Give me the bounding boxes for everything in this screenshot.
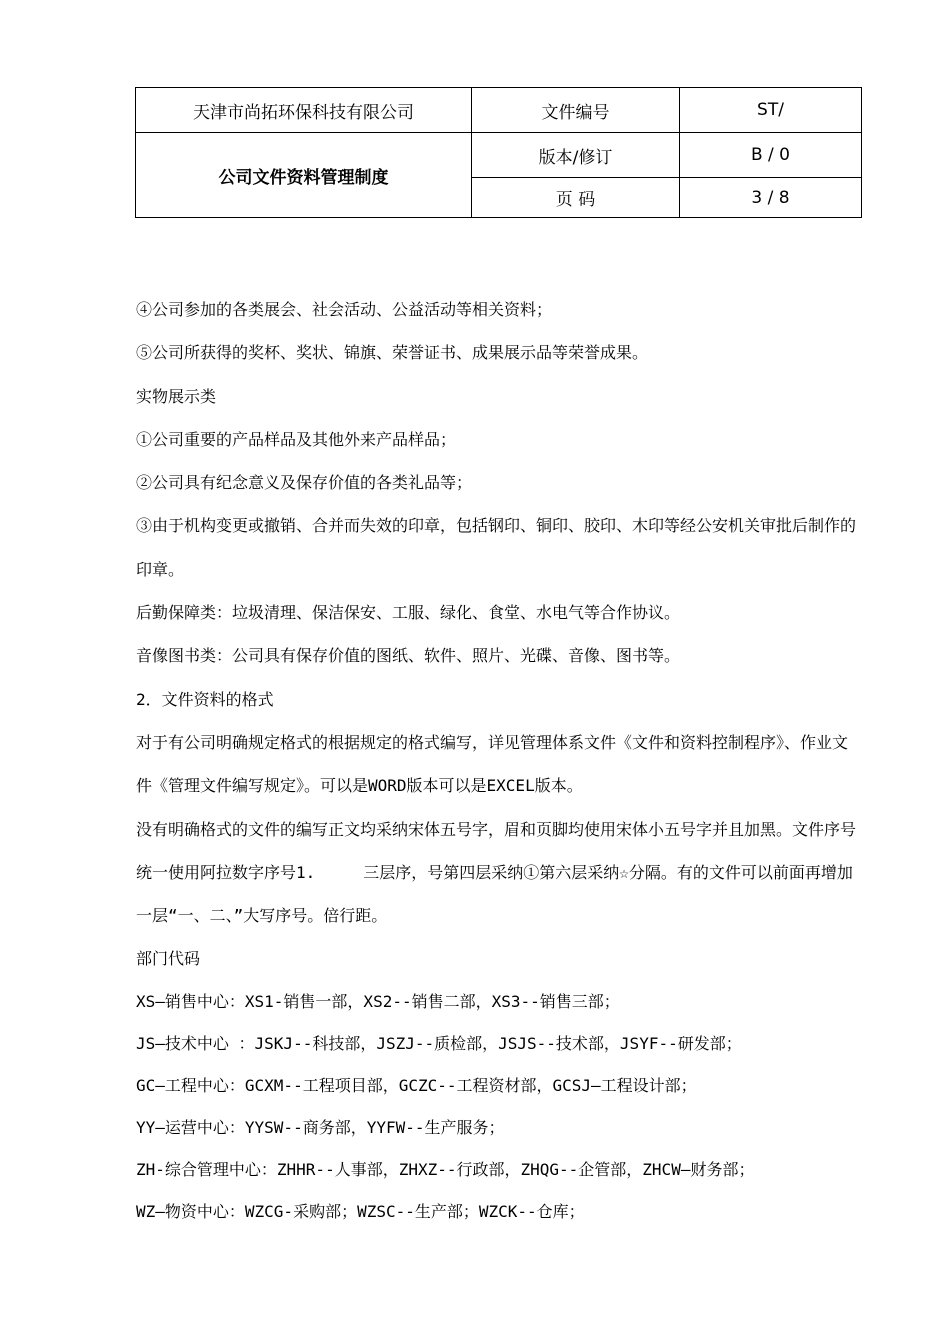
paragraph: 音像图书类：公司具有保存价值的图纸、软件、照片、光碟、音像、图书等。 xyxy=(136,646,681,666)
paragraph: 没有明确格式的文件的编写正文均采纳宋体五号字，眉和页脚均使用宋体小五号字并且加黑。文件序号统一使用阿拉数字序号1. 三层序，号第四层采纳①第六层采纳☆分隔。有的文件可以前面再增加一层“一、二、”大写序号。倍行距。 xyxy=(136,819,857,926)
paragraph: 对于有公司明确规定格式的根据规定的格式编写，详见管理体系文件《文件和资料控制程序》、作业文件《管理文件编写规定》。可以是WORD版本可以是EXCEL版本。 xyxy=(136,732,849,796)
document-body xyxy=(136,288,860,1233)
paragraph: ③由于机构变更或撤销、合并而失效的印章，包括钢印、铜印、胶印、木印等经公安机关审批后制作的印章。 xyxy=(136,516,857,579)
paragraph: 后勤保障类：垃圾清理、保洁保安、工服、绿化、食堂、水电气等合作协议。 xyxy=(136,603,681,623)
department-code-line: JS—技术中心 ：JSKJ--科技部，JSZJ--质检部，JSJS--技术部，JSYF--研发部； xyxy=(136,1033,742,1053)
section-heading: 2．文件资料的格式 xyxy=(136,689,274,709)
version-label: 版本/修订 xyxy=(472,133,680,178)
paragraph: ⑤公司所获得的奖杯、奖状、锦旗、荣誉证书、成果展示品等荣誉成果。 xyxy=(136,343,649,363)
department-code-line: XS—销售中心：XS1-销售一部，XS2--销售二部，XS3--销售三部； xyxy=(136,991,620,1011)
page-value: 3 / 8 xyxy=(680,178,862,218)
department-code-line: ZH-综合管理中心：ZHHR--人事部，ZHXZ--行政部，ZHQG--企管部，ZHCW—财务部； xyxy=(136,1159,755,1179)
doc-number-value: ST/ xyxy=(680,88,862,133)
paragraph: ①公司重要的产品样品及其他外来产品样品； xyxy=(136,429,457,449)
section-heading: 部门代码 xyxy=(136,949,201,969)
department-code-line: YY—运营中心：YYSW--商务部，YYFW--生产服务； xyxy=(136,1117,505,1137)
document-title: 公司文件资料管理制度 xyxy=(136,133,472,218)
paragraph: ④公司参加的各类展会、社会活动、公益活动等相关资料； xyxy=(136,300,553,319)
doc-number-label: 文件编号 xyxy=(472,88,680,133)
page-label: 页 码 xyxy=(472,178,680,218)
paragraph: ②公司具有纪念意义及保存价值的各类礼品等； xyxy=(136,473,473,493)
company-name: 天津市尚拓环保科技有限公司 xyxy=(136,88,472,133)
document-header-table xyxy=(135,87,862,218)
version-value: B / 0 xyxy=(680,133,862,178)
department-code-line: GC—工程中心：GCXM--工程项目部，GCZC--工程资材部，GCSJ—工程设计部； xyxy=(136,1075,697,1095)
section-heading: 实物展示类 xyxy=(136,386,217,406)
department-code-line: WZ—物资中心：WZCG-采购部；WZSC--生产部；WZCK--仓库； xyxy=(136,1201,585,1221)
